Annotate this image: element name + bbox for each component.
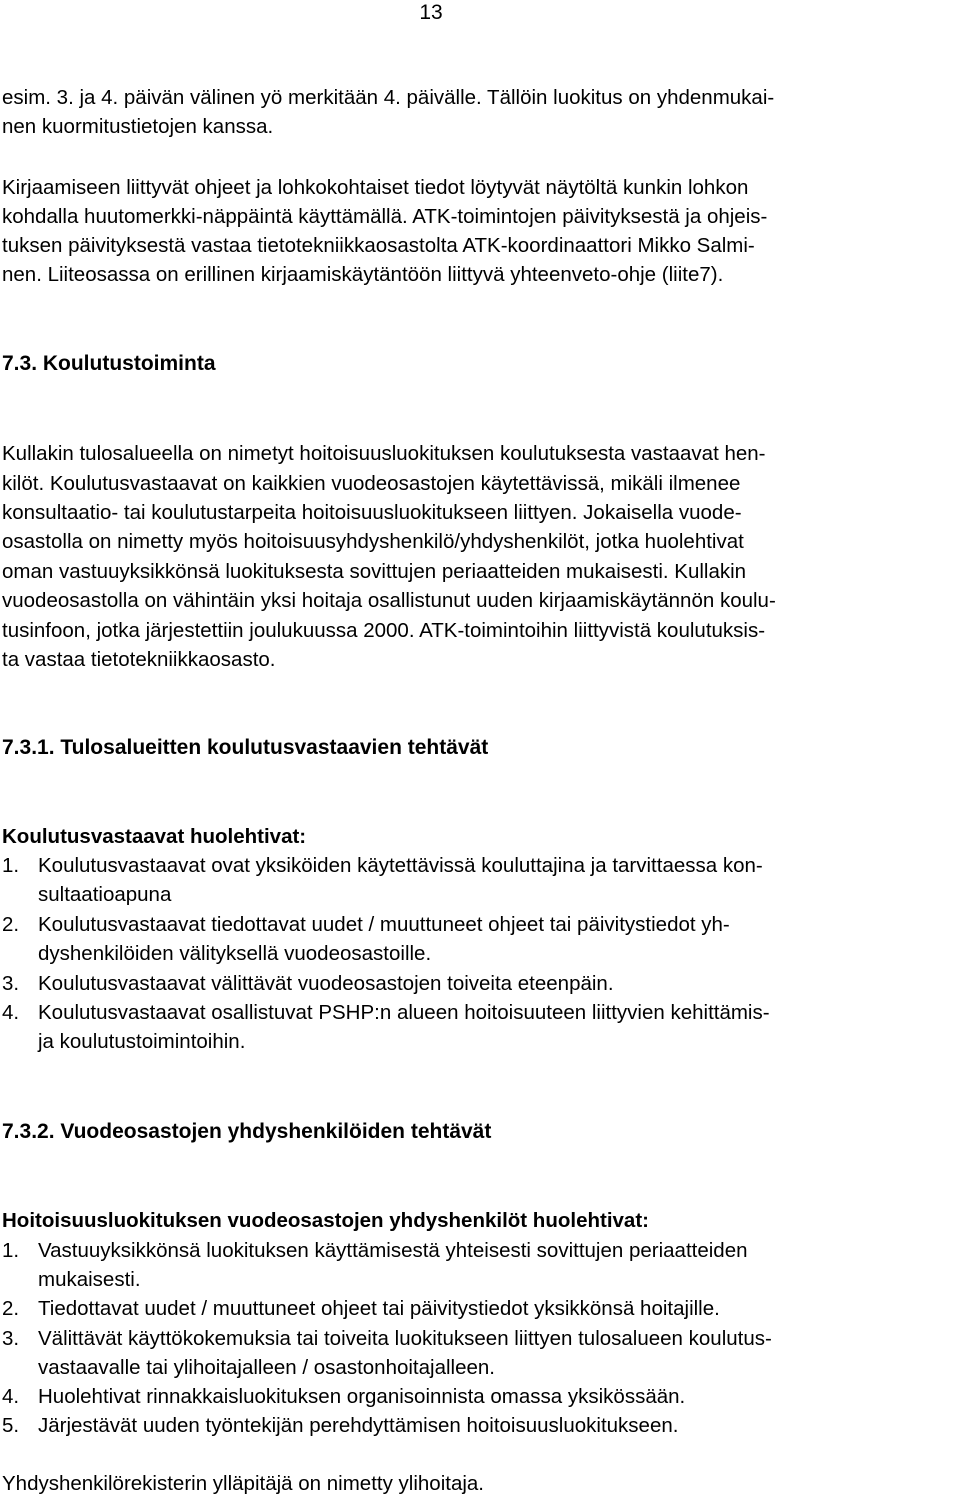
- list-item-text: Vastuuyksikkönsä luokituksen käyttämisestä yhteisesti sovittujen periaatteiden: [38, 1239, 748, 1262]
- section-heading-7-3-2: 7.3.2. Vuodeosastojen yhdyshenkilöiden tehtävät: [2, 1120, 492, 1143]
- list-item-text: dyshenkilöiden välityksellä vuodeosastoille.: [38, 942, 432, 965]
- list-item-text: Huolehtivat rinnakkaisluokituksen organisoinnista omassa yksikössään.: [38, 1385, 686, 1408]
- text-line: vuodeosastolla on vähintäin yksi hoitaja osallistunut uuden kirjaamiskäytännön koulu-: [2, 589, 776, 612]
- list-item-number: 3.: [2, 1327, 20, 1350]
- list-item-number: 2.: [2, 913, 20, 936]
- list-item-number: 2.: [2, 1297, 20, 1320]
- text-line: oman vastuuyksikkönsä luokituksesta sovittujen periaatteiden mukaisesti. Kullakin: [2, 560, 747, 583]
- text-line: Kullakin tulosalueella on nimetyt hoitoisuusluokituksen koulutuksesta vastaavat hen-: [2, 442, 766, 465]
- list-item-text: sultaatioapuna: [38, 883, 172, 906]
- text-line: konsultaatio- tai koulutustarpeita hoitoisuusluokitukseen liittyen. Jokaisella vuode-: [2, 501, 742, 524]
- text-line: tuksen päivityksestä vastaa tietotekniikkaosastolta ATK-koordinaattori Mikko Salmi-: [2, 234, 755, 257]
- subheading-koulutusvastaavat: Koulutusvastaavat huolehtivat:: [2, 825, 307, 848]
- list-item-number: 3.: [2, 972, 20, 995]
- closing-note: Yhdyshenkilörekisterin ylläpitäjä on nimetty ylihoitaja.: [2, 1472, 484, 1495]
- list-item-text: Järjestävät uuden työntekijän perehdyttämisen hoitoisuusluokitukseen.: [38, 1414, 679, 1437]
- page-number: 13: [419, 1, 443, 24]
- list-item-number: 4.: [2, 1385, 20, 1408]
- text-line: nen. Liiteosassa on erillinen kirjaamiskäytäntöön liittyvä yhteenveto-ohje (liite7).: [2, 263, 724, 286]
- list-item-text: Välittävät käyttökokemuksia tai toiveita luokitukseen liittyen tulosalueen koulutus-: [38, 1327, 772, 1350]
- text-line: nen kuormitustietojen kanssa.: [2, 115, 274, 138]
- text-line: kohdalla huutomerkki-näppäintä käyttämällä. ATK-toimintojen päivityksestä ja ohjeis-: [2, 205, 768, 228]
- list-item-text: Koulutusvastaavat osallistuvat PSHP:n alueen hoitoisuuteen liittyvien kehittämis-: [38, 1001, 770, 1024]
- text-line: kilöt. Koulutusvastaavat on kaikkien vuodeosastojen käytettävissä, mikäli ilmenee: [2, 472, 741, 495]
- subheading-yhdyshenkilot: Hoitoisuusluokituksen vuodeosastojen yhdyshenkilöt huolehtivat:: [2, 1209, 649, 1232]
- section-heading-7-3: 7.3. Koulutustoiminta: [2, 352, 216, 375]
- list-item-text: ja koulutustoimintoihin.: [38, 1030, 246, 1053]
- list-item-text: Tiedottavat uudet / muuttuneet ohjeet tai päivitystiedot yksikkönsä hoitajille.: [38, 1297, 720, 1320]
- list-item-text: Koulutusvastaavat tiedottavat uudet / muuttuneet ohjeet tai päivitystiedot yh-: [38, 913, 730, 936]
- list-item-number: 1.: [2, 1239, 20, 1262]
- text-line: Kirjaamiseen liittyvät ohjeet ja lohkokohtaiset tiedot löytyvät näytöltä kunkin lohkon: [2, 176, 749, 199]
- section-heading-7-3-1: 7.3.1. Tulosalueitten koulutusvastaavien tehtävät: [2, 736, 489, 759]
- list-item-number: 5.: [2, 1414, 20, 1437]
- list-item-text: mukaisesti.: [38, 1268, 141, 1291]
- list-item-text: Koulutusvastaavat ovat yksiköiden käytettävissä kouluttajina ja tarvittaessa kon-: [38, 854, 763, 877]
- text-line: tusinfoon, jotka järjestettiin joulukuussa 2000. ATK-toimintoihin liittyvistä koulutuksis-: [2, 619, 766, 642]
- list-item-text: Koulutusvastaavat välittävät vuodeosastojen toiveita eteenpäin.: [38, 972, 614, 995]
- text-line: osastolla on nimetty myös hoitoisuusyhdyshenkilö/yhdyshenkilöt, jotka huolehtivat: [2, 530, 744, 553]
- text-line: ta vastaa tietotekniikkaosasto.: [2, 648, 276, 671]
- list-item-number: 1.: [2, 854, 20, 877]
- list-item-text: vastaavalle tai ylihoitajalleen / osastonhoitajalleen.: [38, 1356, 495, 1379]
- text-line: esim. 3. ja 4. päivän välinen yö merkitään 4. päivälle. Tällöin luokitus on yhdenmukai-: [2, 86, 775, 109]
- list-item-number: 4.: [2, 1001, 20, 1024]
